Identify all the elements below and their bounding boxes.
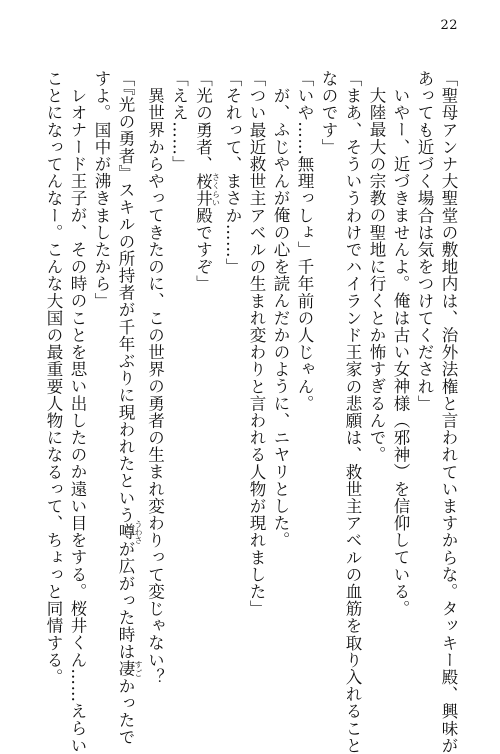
text-line: 大陸最大の宗教の聖地に行くとか怖すぎるんで。	[367, 86, 386, 463]
text-line: レオナード王子が、その時のことを思い出したのか遠い目をする。桜井くん……えらい	[68, 86, 87, 754]
text-line: 「光の勇者、桜井 さくらい殿ですぞ」	[193, 70, 221, 293]
page-number: 22	[440, 18, 458, 33]
text-line: あっても近づく場合は気をつけてくだされ」	[415, 70, 434, 412]
text-line: 「『光の勇者』スキルの所持者が千年ぶりに現われたという噂 うわさが広がった時は凄 すごかったで	[116, 70, 143, 746]
ruby-annotation: 噂 うわさ	[116, 520, 143, 545]
text-line: 異世界からやってきたのに、この世界の勇者の生まれ変わりって変じゃない？	[145, 86, 165, 685]
text-line: なのです」	[319, 70, 338, 156]
ruby-annotation: 凄 すご	[116, 660, 143, 678]
ruby-annotation: 桜井 さくらい	[193, 172, 221, 207]
text-line: 「ええ……」	[169, 70, 189, 173]
vertical-text-body	[40, 70, 460, 754]
text-line: すよ。国中が沸きましたから」	[92, 70, 111, 310]
text-line: 「いや……無理っしょ」千年前の人じゃん。	[295, 70, 314, 412]
text-line: 「まあ、そういうわけでハイランド王家の悲願は、救世主アベルの血筋を取り入れること	[343, 70, 362, 754]
text-line: いやー、近づきませんよ。俺は古い女神様（邪神）を信仰している。	[391, 86, 410, 617]
text-line: 「つい最近救世主アベルの生まれ変わりと言われる人物が現れました」	[247, 70, 266, 618]
text-line: ことになってんなー。こんな大国の最重要人物になるって、ちょっと同情する。	[44, 70, 63, 686]
text-line: が、ふじやんが俺の心を読んだかのように、ニヤリとした。	[271, 86, 290, 549]
text-line: 「聖母アンナ大聖堂の敷地内は、治外法権と言われていますからな。タッキー殿、興味が	[439, 70, 458, 754]
text-line: 「それって、まさか……」	[223, 70, 242, 276]
